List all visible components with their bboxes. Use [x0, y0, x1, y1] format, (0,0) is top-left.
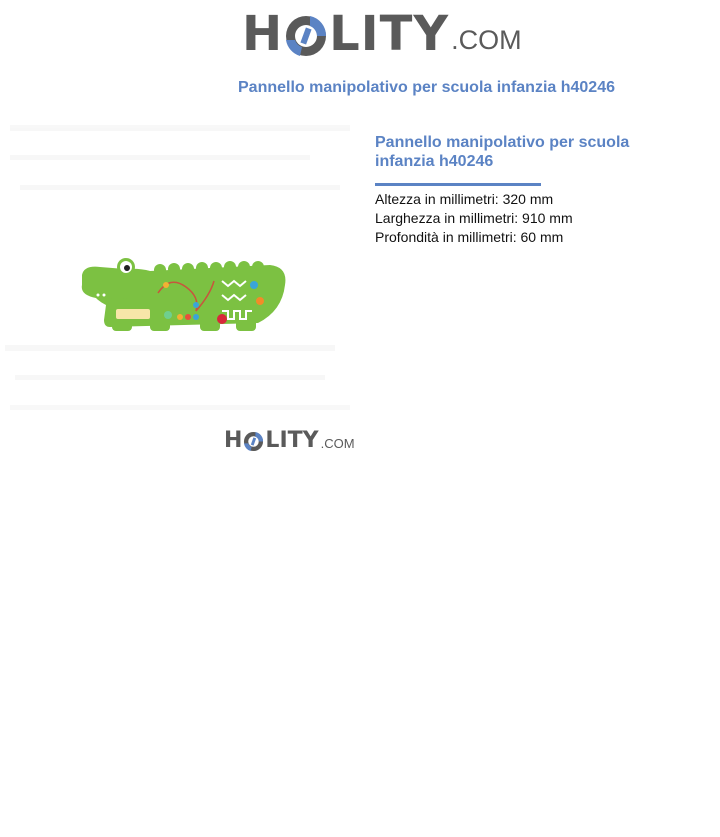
watermark-suffix: .COM — [320, 436, 355, 451]
product-details — [375, 133, 675, 247]
spec-height: Altezza in millimetri: 320 mm — [375, 191, 554, 207]
watermark-globe-icon — [243, 431, 264, 452]
watermark-logo — [224, 430, 355, 452]
spec-width: Larghezza in millimetri: 910 mm — [375, 210, 573, 226]
logo-globe-icon — [284, 14, 328, 58]
logo-letter-h: H — [242, 6, 284, 62]
spec-depth: Profondità in millimetri: 60 mm — [375, 229, 564, 245]
logo-wordmark: LITY — [329, 6, 450, 62]
product-title: Pannello manipolativo per scuola infanzia h40246 — [375, 134, 630, 170]
product-image — [0, 115, 360, 475]
page-title: Pannello manipolativo per scuola infanzia h40246 — [238, 79, 615, 96]
crocodile-panel-icon — [0, 115, 360, 475]
logo-suffix: .COM — [451, 25, 522, 55]
site-logo[interactable] — [242, 6, 522, 62]
title-divider — [375, 183, 541, 186]
watermark-wordmark: LITY — [265, 428, 319, 453]
watermark-letter-h: H — [224, 428, 243, 453]
